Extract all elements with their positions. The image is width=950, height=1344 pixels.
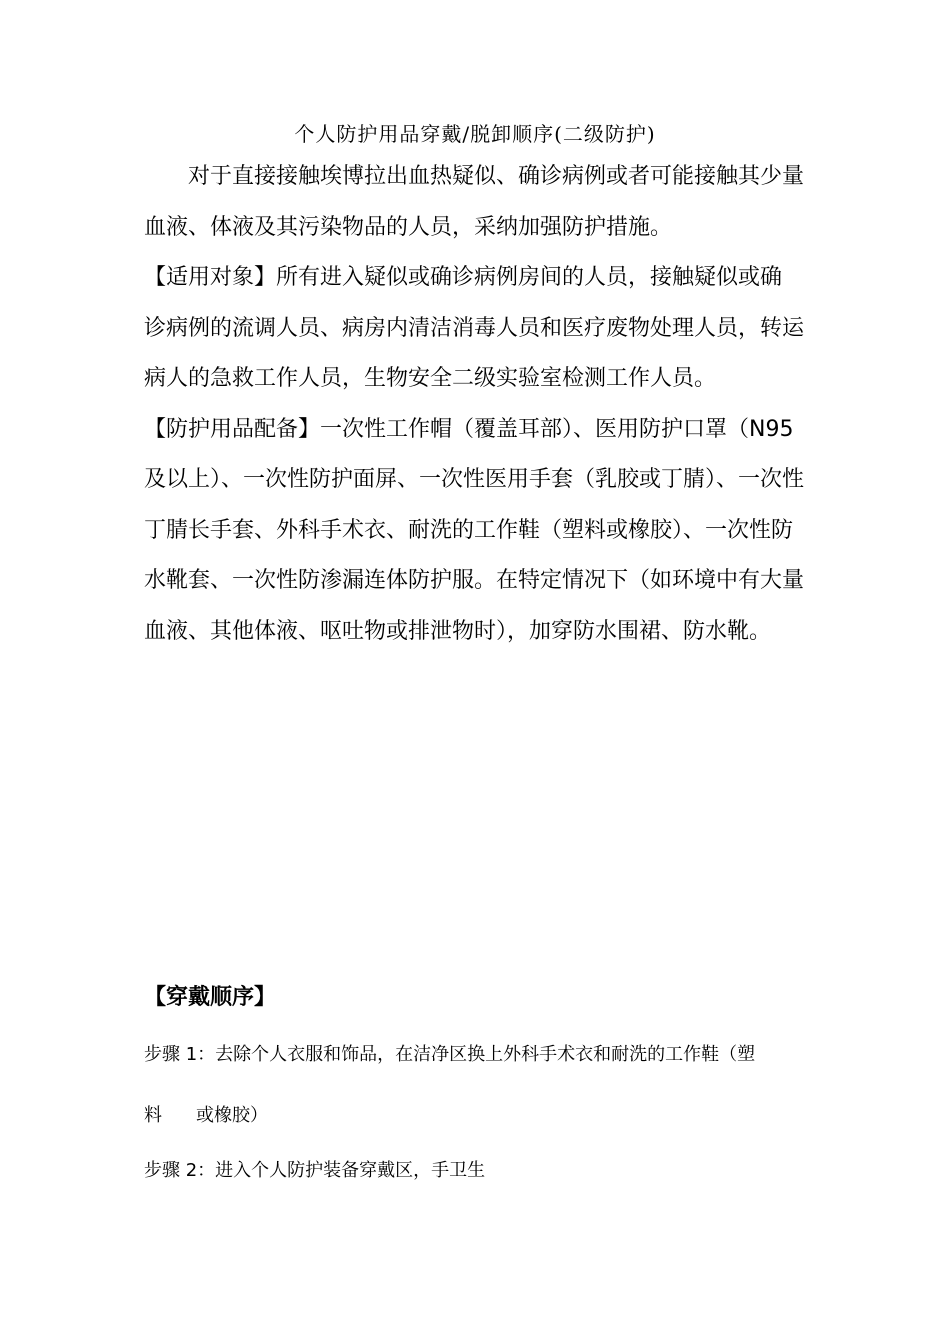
intro-paragraph: 对于直接接触埃博拉出血热疑似、确诊病例或者可能接触其少量血液、体液及其污染物品的人员，采纳加强防护措施。 (144, 164, 805, 240)
equipment-text: 一次性工作帽（覆盖耳部）、医用防护口罩（N95 及以上）、一次性防护面屏、一次性医用手套（乳胶或丁腈）、一次性丁腈长手套、外科手术衣、耐洗的工作鞋（塑料或橡胶）、一次性防水靴套、一次性防渗漏连体防护服。在特定情况下（如环境中有大量血液、其他体液、呕吐物或排泄物时），加穿防水围裙、防水靴。 (144, 416, 805, 644)
equipment-paragraph (144, 405, 804, 658)
document-title: 个人防护用品穿戴/脱卸顺序(二级防护) (294, 122, 656, 146)
donning-heading: 【穿戴顺序】 (144, 985, 277, 1010)
document-body (144, 152, 804, 657)
equipment-label: 【防护用品配备】 (144, 416, 321, 442)
donning-step-2: 步骤 2：进入个人防护装备穿戴区，手卫生 (144, 1160, 486, 1181)
donning-step-1: 步骤 1：去除个人衣服和饰品，在洁净区换上外科手术衣和耐洗的工作鞋（塑 (144, 1044, 756, 1065)
step-1-cont-part-a: 料 (144, 1105, 162, 1126)
donning-step-1-continued (144, 1103, 804, 1129)
applicable-text: 所有进入疑似或确诊病例房间的人员，接触疑似或确诊病例的流调人员、病房内清洁消毒人员和医疗废物处理人员，转运病人的急救工作人员，生物安全二级实验室检测工作人员。 (144, 265, 805, 391)
applicable-paragraph (144, 253, 804, 405)
step-1-cont-part-b: 或橡胶） (196, 1105, 268, 1126)
applicable-label: 【适用对象】 (144, 265, 277, 290)
